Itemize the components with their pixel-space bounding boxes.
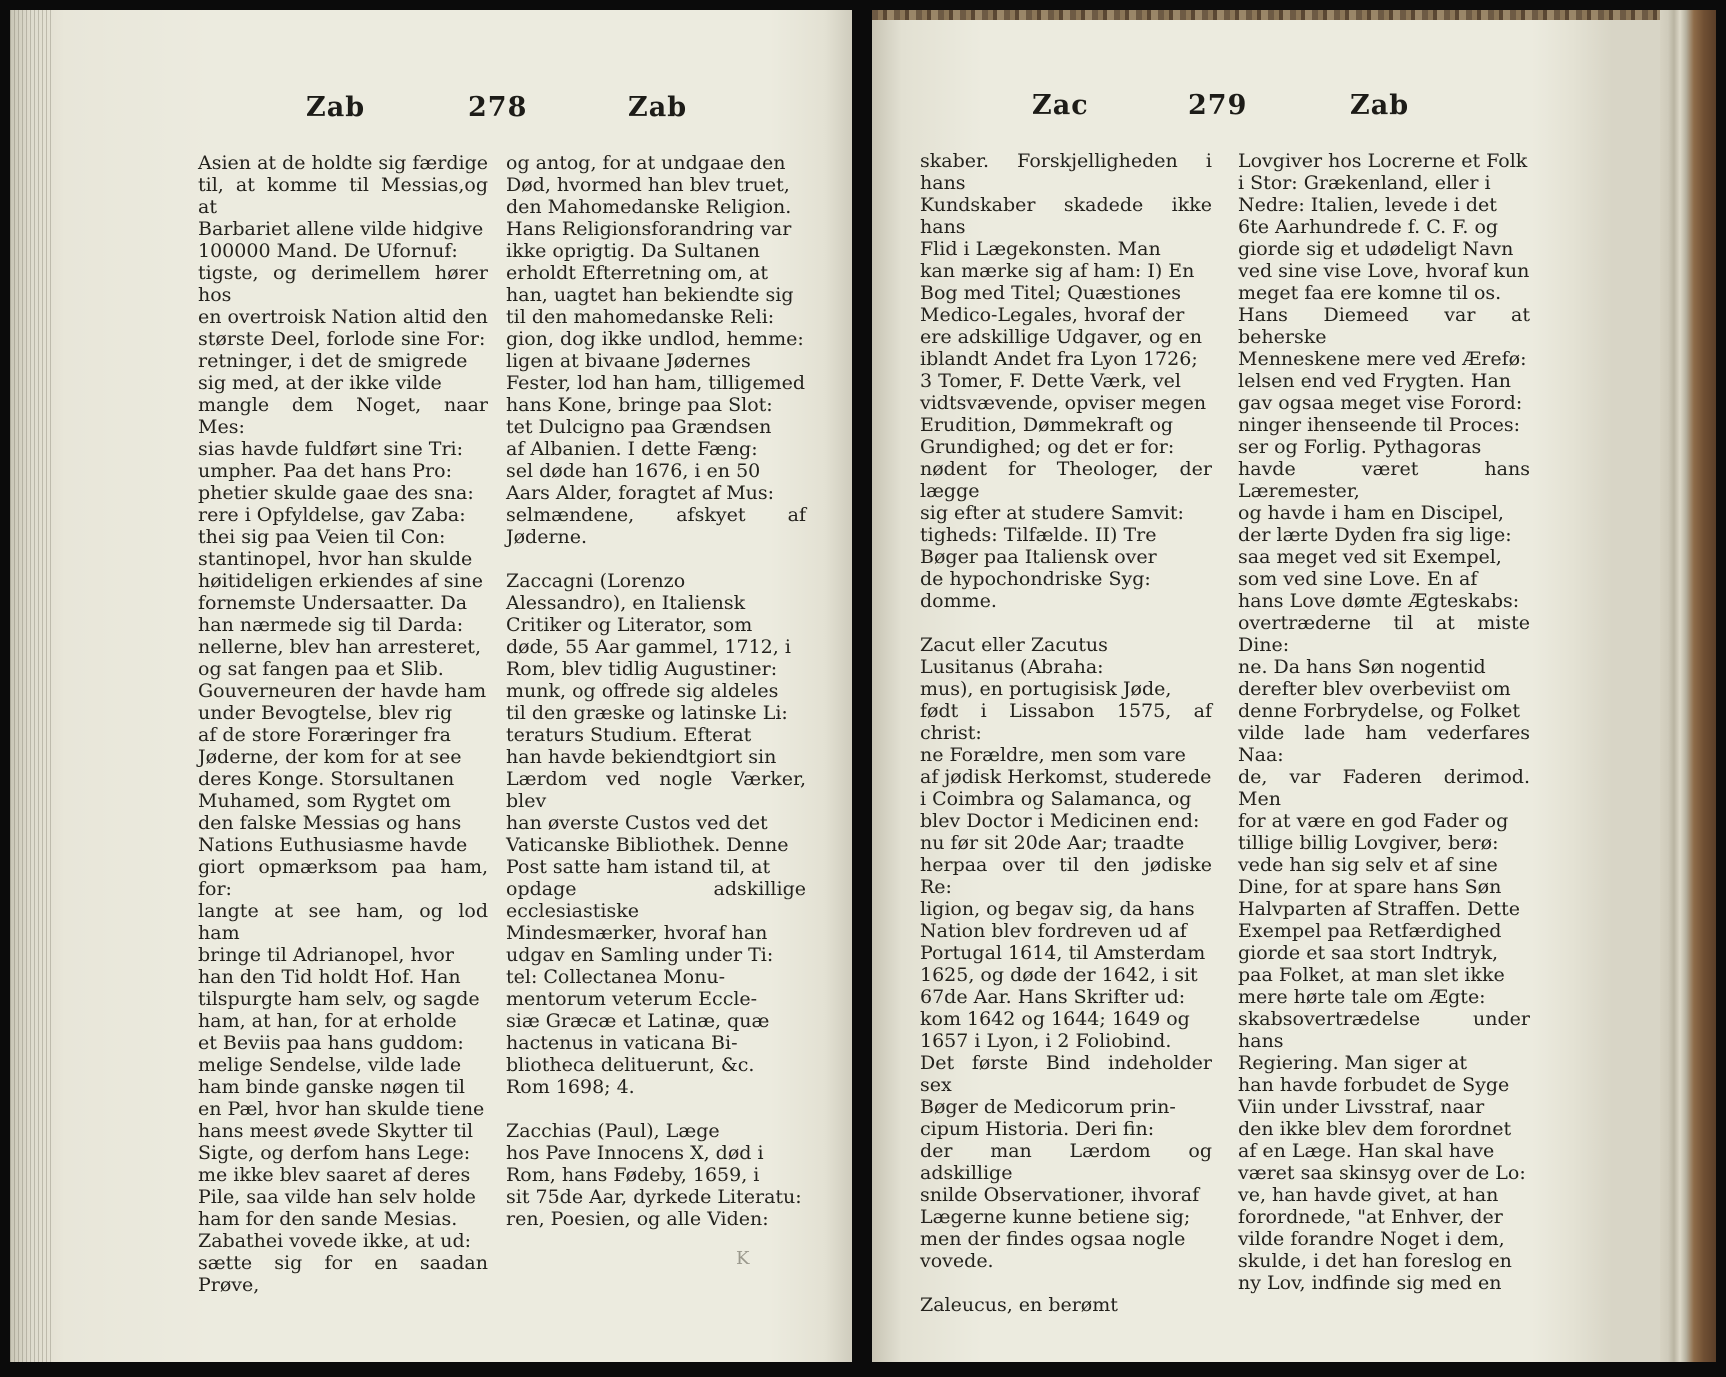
text-line: giorde et saa stort Indtryk, xyxy=(1238,942,1499,964)
text-line: Nations Euthusiasme havde xyxy=(198,834,468,856)
text-line: Mindesmærker, hvoraf han xyxy=(506,922,768,944)
text-line: Nation blev fordreven ud af xyxy=(920,920,1187,942)
book-gutter xyxy=(852,10,872,1362)
text-line: han nærmede sig til Darda: xyxy=(198,614,464,636)
text-line: vilde lade ham vederfares Naa: xyxy=(1238,722,1530,766)
text-line: Hans Religionsforandring var xyxy=(506,218,792,240)
text-line: 6te Aarhundrede f. C. F. og xyxy=(1238,216,1499,238)
text-line: til, at komme til Messias,og at xyxy=(198,174,488,218)
text-line: sig med, at der ikke vilde xyxy=(198,372,442,394)
text-line: Nedre: Italien, levede i det xyxy=(1238,194,1497,216)
text-line: Jøderne, der kom for at see xyxy=(198,746,462,768)
book-cover-edge xyxy=(1660,10,1716,1362)
text-line: Sigte, og derfom hans Lege: xyxy=(198,1142,471,1164)
text-line: 67de Aar. Hans Skrifter ud: xyxy=(920,986,1186,1008)
text-line: døde, 55 Aar gammel, 1712, i xyxy=(506,636,791,658)
page-edges xyxy=(10,10,54,1362)
entry-spacing xyxy=(920,1272,1212,1294)
text-line: i Coimbra og Salamanca, og xyxy=(920,788,1192,810)
text-line: Barbariet allene vilde hidgive xyxy=(198,218,484,240)
text-line: siæ Græcæ et Latinæ, quæ xyxy=(506,1010,770,1032)
text-line: den falske Messias og hans xyxy=(198,812,462,834)
text-line: vovede. xyxy=(920,1250,994,1272)
text-line: under Bevogtelse, blev rig xyxy=(198,702,453,724)
text-line: Erudition, Dømmekraft og xyxy=(920,414,1174,436)
entry-zaleucus xyxy=(920,1294,1212,1316)
text-line: giort opmærksom paa ham, for: xyxy=(198,856,488,900)
text-line: Død, hvormed han blev truet, xyxy=(506,174,790,196)
text-line: Dine, for at spare hans Søn xyxy=(1238,876,1502,898)
text-line: denne Forbrydelse, og Folket xyxy=(1238,700,1521,722)
text-line: hactenus in vaticana Bi- xyxy=(506,1032,738,1054)
text-line: han, uagtet han bekiendte sig xyxy=(506,284,794,306)
text-line: Alessandro), en Italiensk xyxy=(506,592,746,614)
text-line: Pile, saa vilde han selv holde xyxy=(198,1186,476,1208)
text-line: til den mahomedanske Reli: xyxy=(506,306,775,328)
text-line: me ikke blev saaret af deres xyxy=(198,1164,471,1186)
text-line: af jødisk Herkomst, studerede xyxy=(920,766,1212,788)
text-line: han havde forbudet de Syge xyxy=(1238,1074,1510,1096)
text-line: bringe til Adrianopel, hvor xyxy=(198,944,454,966)
text-line: de, var Faderen derimod. Men xyxy=(1238,766,1530,810)
entry-zaccagni xyxy=(506,570,806,1098)
text-line: ne. Da hans Søn nogentid xyxy=(1238,656,1486,678)
left-page-column-1 xyxy=(198,152,488,1296)
text-line: hans Love dømte Ægteskabs: xyxy=(1238,590,1520,612)
text-line: han øverste Custos ved det xyxy=(506,812,768,834)
text-line: Halvparten af Straffen. Dette xyxy=(1238,898,1520,920)
text-line: den ikke blev dem forordnet xyxy=(1238,1118,1512,1140)
right-page-column-2 xyxy=(1238,150,1530,1294)
text-line: Zaccagni (Lorenzo xyxy=(506,570,686,592)
text-line: nu før sit 20de Aar; traadte xyxy=(920,832,1185,854)
text-line: været saa skinsyg over de Lo: xyxy=(1238,1162,1526,1184)
text-line: hans Kone, bringe paa Slot: xyxy=(506,394,773,416)
text-line: rere i Opfyldelse, gav Zaba: xyxy=(198,504,466,526)
text-line: og sat fangen paa et Slib. xyxy=(198,658,444,680)
text-line: Fester, lod han ham, tilligemed xyxy=(506,372,806,394)
text-line: ved sine vise Love, hvoraf kun xyxy=(1238,260,1530,282)
text-line: kom 1642 og 1644; 1649 og xyxy=(920,1008,1190,1030)
left-page-header xyxy=(10,92,852,132)
text-line: iblandt Andet fra Lyon 1726; xyxy=(920,348,1198,370)
text-line: retninger, i det de smigrede xyxy=(198,350,468,372)
text-line: Flid i Lægekonsten. Man xyxy=(920,238,1161,260)
text-line: som ved sine Love. En af xyxy=(1238,568,1478,590)
text-line: mangle dem Noget, naar Mes: xyxy=(198,394,488,438)
text-line: nødent for Theologer, der lægge xyxy=(920,458,1212,502)
right-page xyxy=(872,10,1660,1362)
text-line: af en Læge. Han skal have xyxy=(1238,1140,1495,1162)
text-line: for at være en god Fader og xyxy=(1238,810,1509,832)
text-line: blev Doctor i Medicinen end: xyxy=(920,810,1200,832)
text-line: sel døde han 1676, i en 50 xyxy=(506,460,761,482)
text-line: skaber. Forskjelligheden i hans xyxy=(920,150,1212,194)
text-line: han havde bekiendtgiort sin xyxy=(506,746,777,768)
entry-zabathei-text xyxy=(198,152,488,1296)
text-line: Lærdom ved nogle Værker, blev xyxy=(506,768,806,812)
left-page-number: 278 xyxy=(468,92,528,123)
text-line: 1657 i Lyon, i 2 Foliobind. xyxy=(920,1030,1172,1052)
book-cover-top-edge xyxy=(872,10,1660,20)
text-line: ikke oprigtig. Da Sultanen xyxy=(506,240,760,262)
text-line: høitideligen erkiendes af sine xyxy=(198,570,484,592)
text-line: Rom, hans Fødeby, 1659, i xyxy=(506,1164,760,1186)
text-line: Rom, blev tidlig Augustiner: xyxy=(506,658,778,680)
text-line: teraturs Studium. Efterat xyxy=(506,724,752,746)
text-line: der lærte Dyden fra sig lige: xyxy=(1238,524,1512,546)
entry-zacchias-continued xyxy=(920,150,1212,612)
entry-spacing xyxy=(506,1098,806,1120)
text-line: en overtroisk Nation altid den xyxy=(198,306,488,328)
text-line: fornemste Undersaatter. Da xyxy=(198,592,468,614)
right-running-head-left: Zac xyxy=(1032,90,1089,121)
entry-zabathei-continued xyxy=(506,152,806,548)
text-line: thei sig paa Veien til Con: xyxy=(198,526,446,548)
text-line: deres Konge. Storsultanen xyxy=(198,768,455,790)
text-line: bliotheca delituerunt, &c. xyxy=(506,1054,755,1076)
text-line: ve, han havde givet, at han xyxy=(1238,1184,1499,1206)
text-line: og havde i ham en Discipel, xyxy=(1238,502,1504,524)
text-line: phetier skulde gaae des sna: xyxy=(198,482,474,504)
text-line: ninger ihenseende til Proces: xyxy=(1238,414,1520,436)
text-line: født i Lissabon 1575, af christ: xyxy=(920,700,1212,744)
text-line: Muhamed, som Rygtet om xyxy=(198,790,451,812)
left-page-column-2 xyxy=(506,152,806,1230)
text-line: nellerne, blev han arresteret, xyxy=(198,636,481,658)
text-line: erholdt Efterretning om, at xyxy=(506,262,768,284)
text-line: af de store Foræringer fra xyxy=(198,724,451,746)
entry-zacchias xyxy=(506,1120,806,1230)
text-line: men der findes ogsaa nogle xyxy=(920,1228,1186,1250)
text-line: paa Folket, at man slet ikke xyxy=(1238,964,1505,986)
text-line: 3 Tomer, F. Dette Værk, vel xyxy=(920,370,1181,392)
text-line: lelsen end ved Frygten. Han xyxy=(1238,370,1512,392)
text-line: tel: Collectanea Monu- xyxy=(506,966,726,988)
text-line: de hypochondriske Syg: xyxy=(920,568,1151,590)
text-line: der man Lærdom og adskillige xyxy=(920,1140,1212,1184)
text-line: ere adskillige Udgaver, og en xyxy=(920,326,1202,348)
text-line: af Albanien. I dette Fæng: xyxy=(506,438,758,460)
text-line: mere hørte tale om Ægte: xyxy=(1238,986,1486,1008)
text-line: hans meest øvede Skytter til xyxy=(198,1120,474,1142)
text-line: ligion, og begav sig, da hans xyxy=(920,898,1195,920)
text-line: umpher. Paa det hans Pro: xyxy=(198,460,452,482)
left-running-head-left: Zab xyxy=(306,92,366,123)
text-line: tilspurgte ham selv, og sagde xyxy=(198,988,480,1010)
text-line: ham binde ganske nøgen til xyxy=(198,1076,465,1098)
text-line: Hans Diemeed var at beherske xyxy=(1238,304,1530,348)
text-line: største Deel, forlode sine For: xyxy=(198,328,486,350)
text-line: Gouverneuren der havde ham xyxy=(198,680,487,702)
text-line: vidtsvævende, opviser megen xyxy=(920,392,1207,414)
text-line: Bøger paa Italiensk over xyxy=(920,546,1157,568)
bleed-through-mark: K xyxy=(736,1248,750,1269)
text-line: snilde Observationer, ihvoraf xyxy=(920,1184,1200,1206)
text-line: Kundskaber skadede ikke hans xyxy=(920,194,1212,238)
right-page-number: 279 xyxy=(1188,90,1248,121)
entry-spacing xyxy=(506,548,806,570)
text-line: Grundighed; og det er for: xyxy=(920,436,1175,458)
text-line: overtræderne til at miste Dine: xyxy=(1238,612,1530,656)
left-page xyxy=(10,10,852,1362)
text-line: Lovgiver hos Locrerne et Folk xyxy=(1238,150,1528,172)
text-line: gav ogsaa meget vise Forord: xyxy=(1238,392,1523,414)
text-line: saa meget ved sit Exempel, xyxy=(1238,546,1502,568)
text-line: tillige billig Lovgiver, berø: xyxy=(1238,832,1499,854)
text-line: sig efter at studere Samvit: xyxy=(920,502,1184,524)
text-line: ham, at han, for at erholde xyxy=(198,1010,457,1032)
text-line: Medico-Legales, hvoraf der xyxy=(920,304,1185,326)
text-line: gion, dog ikke undlod, hemme: xyxy=(506,328,804,350)
text-line: Critiker og Literator, som xyxy=(506,614,753,636)
entry-spacing xyxy=(920,612,1212,634)
text-line: Vaticanske Bibliothek. Denne xyxy=(506,834,789,856)
text-line: vilde forandre Noget i dem, xyxy=(1238,1228,1505,1250)
text-line: Bog med Titel; Quæstiones xyxy=(920,282,1182,304)
text-line: Rom 1698; 4. xyxy=(506,1076,635,1098)
text-line: havde været hans Læremester, xyxy=(1238,458,1530,502)
text-line: Zaleucus, en berømt xyxy=(920,1294,1118,1316)
text-line: meget faa ere komne til os. xyxy=(1238,282,1502,304)
text-line: herpaa over til den jødiske Re: xyxy=(920,854,1212,898)
text-line: Exempel paa Retfærdighed xyxy=(1238,920,1502,942)
entry-zacutus xyxy=(920,634,1212,1272)
text-line: sias havde fuldført sine Tri: xyxy=(198,438,464,460)
right-running-head-right: Zab xyxy=(1350,90,1410,121)
text-line: til den græske og latinske Li: xyxy=(506,702,788,724)
text-line: cipum Historia. Deri fin: xyxy=(920,1118,1155,1140)
text-line: opdage adskillige ecclesiastiske xyxy=(506,878,806,922)
text-line: et Beviis paa hans guddom: xyxy=(198,1032,464,1054)
text-line: i Stor: Grækenland, eller i xyxy=(1238,172,1491,194)
text-line: selmændene, afskyet af Jøderne. xyxy=(506,504,806,548)
text-line: Zabathei vovede ikke, at ud: xyxy=(198,1230,472,1252)
text-line: langte at see ham, og lod ham xyxy=(198,900,488,944)
text-line: Asien at de holdte sig færdige xyxy=(198,152,489,174)
text-line: giorde sig et udødeligt Navn xyxy=(1238,238,1514,260)
text-line: Post satte ham istand til, at xyxy=(506,856,771,878)
text-line: tigheds: Tilfælde. II) Tre xyxy=(920,524,1157,546)
text-line: mus), en portugisisk Jøde, xyxy=(920,678,1172,700)
text-line: Menneskene mere ved Ærefø: xyxy=(1238,348,1527,370)
text-line: skulde, i det han foreslog en xyxy=(1238,1250,1512,1272)
text-line: ham for den sande Mesias. xyxy=(198,1208,458,1230)
left-running-head-right: Zab xyxy=(628,92,688,123)
text-line: ligen at bivaane Jødernes xyxy=(506,350,751,372)
right-page-column-1 xyxy=(920,150,1212,1316)
text-line: forordnede, "at Enhver, der xyxy=(1238,1206,1503,1228)
text-line: tigste, og derimellem hører hos xyxy=(198,262,488,306)
text-line: Lusitanus (Abraha: xyxy=(920,656,1104,678)
text-line: Regiering. Man siger at xyxy=(1238,1052,1468,1074)
text-line: 1625, og døde der 1642, i sit xyxy=(920,964,1198,986)
text-line: udgav en Samling under Ti: xyxy=(506,944,774,966)
text-line: domme. xyxy=(920,590,997,612)
text-line: vede han sig selv et af sine xyxy=(1238,854,1498,876)
right-page-header xyxy=(872,90,1660,130)
text-line: Lægerne kunne betiene sig; xyxy=(920,1206,1191,1228)
text-line: han den Tid holdt Hof. Han xyxy=(198,966,461,988)
text-line: tet Dulcigno paa Grændsen xyxy=(506,416,772,438)
text-line: 100000 Mand. De Ufornuf: xyxy=(198,240,458,262)
text-line: Zacut eller Zacutus xyxy=(920,634,1108,656)
text-line: sit 75de Aar, dyrkede Literatu: xyxy=(506,1186,802,1208)
entry-zaleucus-continued xyxy=(1238,150,1530,1294)
text-line: sætte sig for en saadan Prøve, xyxy=(198,1252,488,1296)
text-line: ren, Poesien, og alle Viden: xyxy=(506,1208,769,1230)
text-line: ne Forældre, men som vare xyxy=(920,744,1186,766)
text-line: Det første Bind indeholder sex xyxy=(920,1052,1212,1096)
text-line: melige Sendelse, vilde lade xyxy=(198,1054,462,1076)
text-line: den Mahomedanske Religion. xyxy=(506,196,792,218)
text-line: kan mærke sig af ham: I) En xyxy=(920,260,1195,282)
text-line: Viin under Livsstraf, naar xyxy=(1238,1096,1485,1118)
text-line: ser og Forlig. Pythagoras xyxy=(1238,436,1482,458)
text-line: Aars Alder, foragtet af Mus: xyxy=(506,482,775,504)
text-line: hos Pave Innocens X, død i xyxy=(506,1142,764,1164)
text-line: en Pæl, hvor han skulde tiene xyxy=(198,1098,485,1120)
text-line: munk, og offrede sig aldeles xyxy=(506,680,779,702)
text-line: Zacchias (Paul), Læge xyxy=(506,1120,720,1142)
text-line: derefter blev overbeviist om xyxy=(1238,678,1511,700)
text-line: stantinopel, hvor han skulde xyxy=(198,548,473,570)
text-line: og antog, for at undgaae den xyxy=(506,152,786,174)
text-line: mentorum veterum Eccle- xyxy=(506,988,758,1010)
text-line: Bøger de Medicorum prin- xyxy=(920,1096,1176,1118)
text-line: ny Lov, indfinde sig med en xyxy=(1238,1272,1502,1294)
text-line: Portugal 1614, til Amsterdam xyxy=(920,942,1206,964)
text-line: skabsovertrædelse under hans xyxy=(1238,1008,1530,1052)
